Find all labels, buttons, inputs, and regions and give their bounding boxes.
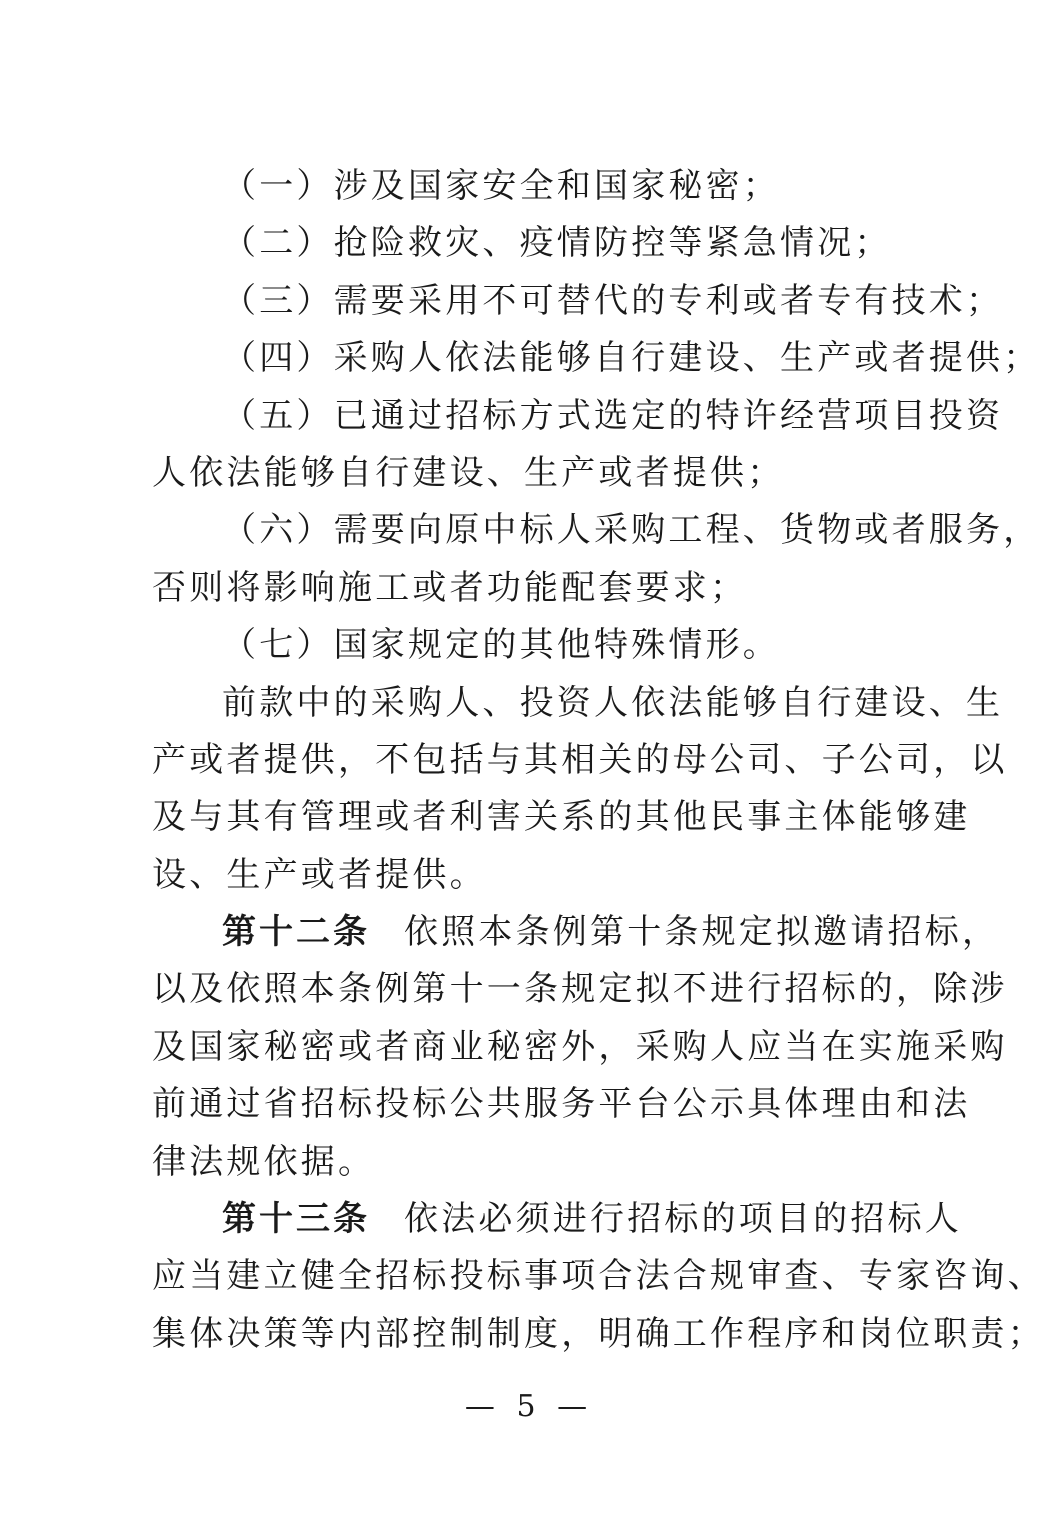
list-item-5: （五）已通过招标方式选定的特许经营项目投资 [222,395,1004,436]
article-13-line: 应当建立健全招标投标事项合法合规审查、专家咨询、 [152,1256,1045,1297]
list-item-1: （一）涉及国家安全和国家秘密； [222,166,780,206]
article-13-text: 依法必须进行招标的项目的招标人 [404,1199,962,1240]
article-12-first-line [152,904,1000,961]
list-item-3: （三）需要采用不可替代的专利或者专有技术； [222,280,1004,321]
article-13-line: 集体决策等内部控制制度，明确工作程序和岗位职责； [152,1313,1045,1354]
article-13-heading: 第十三条 [222,1199,370,1240]
article-13-first-line [152,1191,962,1248]
list-item-6-continued: 否则将影响施工或者功能配套要求； [152,567,748,608]
paragraph-line: 及与其有管理或者利害关系的其他民事主体能够建 [152,797,971,838]
paragraph-line: 设、生产或者提供。 [152,854,487,895]
article-12-line: 前通过省招标投标公共服务平台公示具体理由和法 [152,1084,971,1125]
list-item-5-continued: 人依法能够自行建设、生产或者提供； [152,452,785,493]
list-item-4: （四）采购人依法能够自行建设、生产或者提供； [222,338,1041,379]
list-item-2: （二）抢险救灾、疫情防控等紧急情况； [222,223,892,264]
article-12-text: 依照本条例第十条规定拟邀请招标， [404,912,1000,953]
article-12-line: 及国家秘密或者商业秘密外，采购人应当在实施采购 [152,1026,1008,1067]
paragraph-line: 前款中的采购人、投资人依法能够自行建设、生 [222,682,1004,723]
list-item-7: （七）国家规定的其他特殊情形。 [222,625,780,666]
article-12-heading: 第十二条 [222,912,370,953]
paragraph-line: 产或者提供，不包括与其相关的母公司、子公司，以 [152,739,1008,780]
document-body [152,158,1045,1363]
article-12-line: 以及依照本条例第十一条规定拟不进行招标的，除涉 [152,969,1008,1010]
page-number: — 5 — [464,1389,594,1424]
article-12-line: 律法规依据。 [152,1141,376,1182]
list-item-6: （六）需要向原中标人采购工程、货物或者服务， [222,510,1041,551]
